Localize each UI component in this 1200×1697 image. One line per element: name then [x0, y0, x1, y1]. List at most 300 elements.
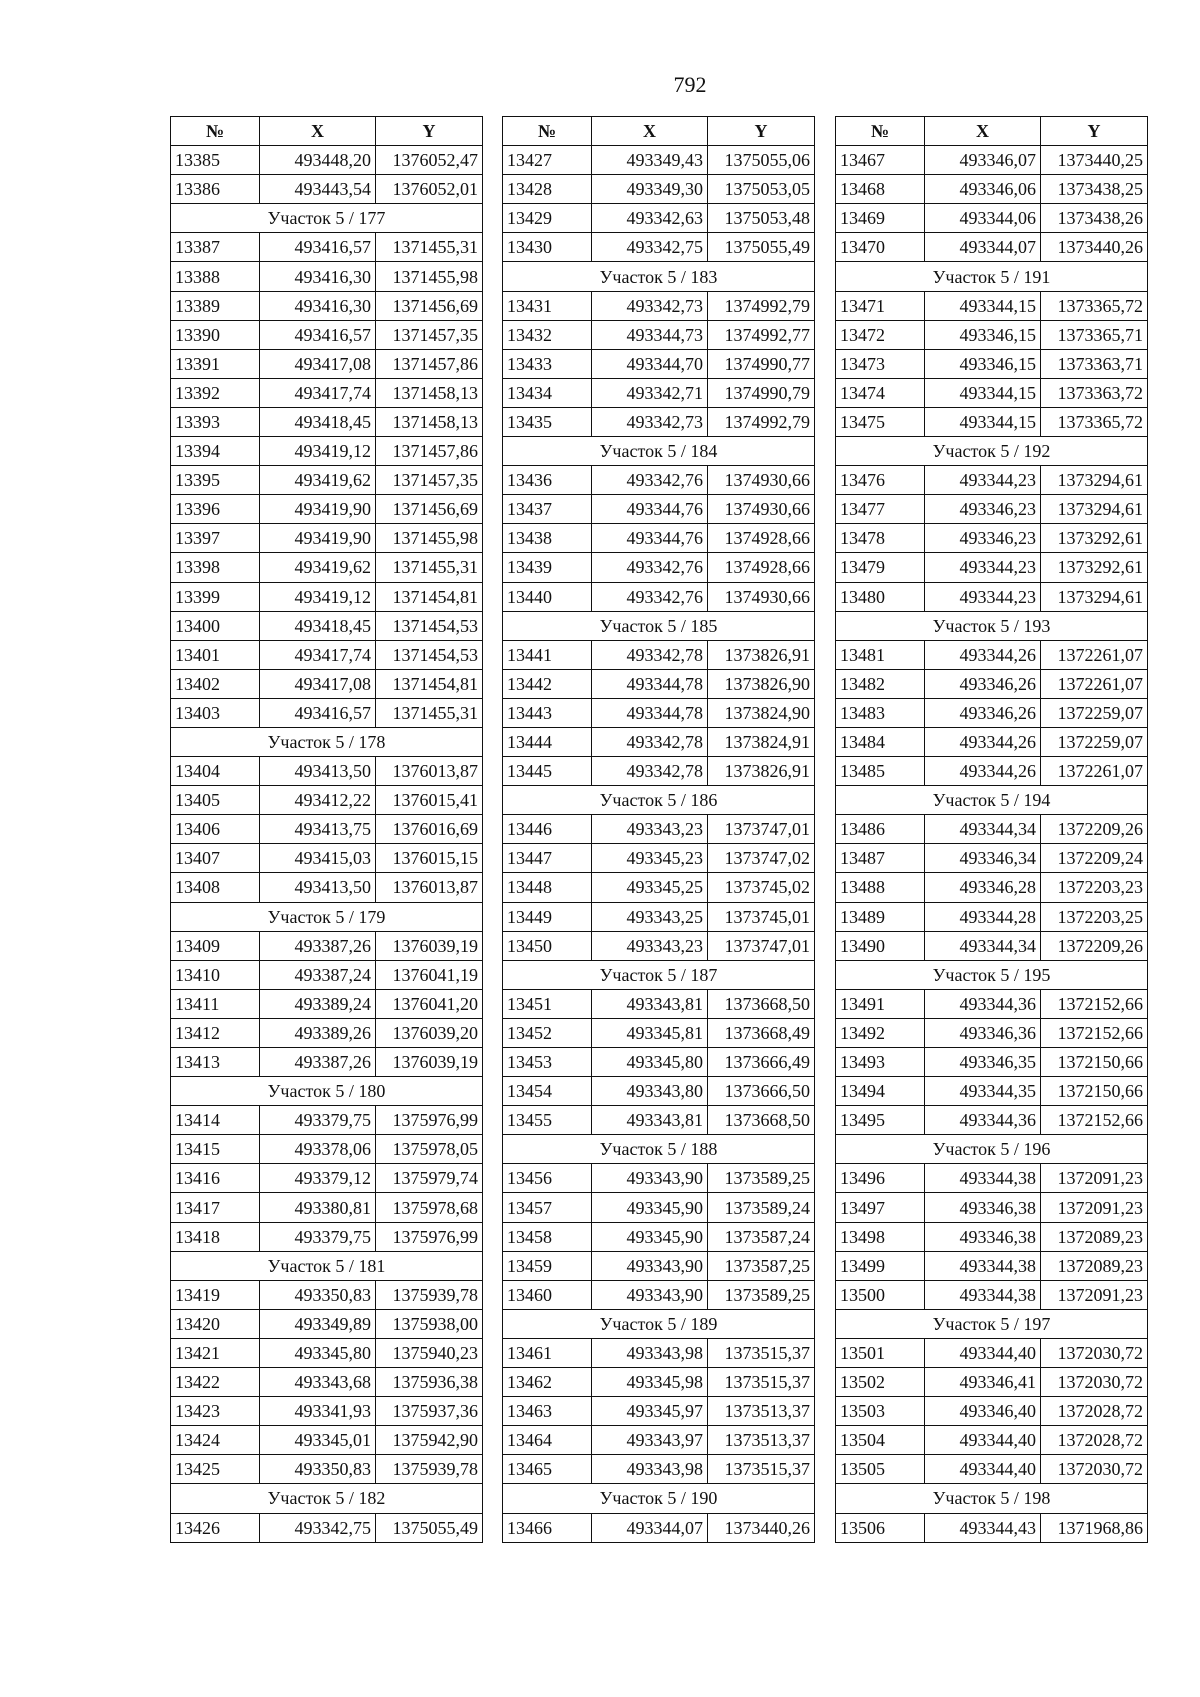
y-coordinate-cell: 1372089,23	[1041, 1222, 1148, 1251]
y-coordinate-cell: 1373826,91	[708, 640, 815, 669]
section-row	[503, 262, 815, 291]
header-x: X	[925, 117, 1041, 146]
point-number-cell: 13438	[503, 524, 592, 553]
y-coordinate-cell: 1374992,77	[708, 320, 815, 349]
table-row	[503, 204, 815, 233]
point-number-cell: 13427	[503, 146, 592, 175]
section-title: Участок 5 / 183	[503, 262, 815, 291]
y-coordinate-cell: 1374930,66	[708, 582, 815, 611]
table-row	[171, 1048, 483, 1077]
x-coordinate-cell: 493344,76	[592, 524, 708, 553]
table-row	[836, 204, 1148, 233]
y-coordinate-cell: 1375979,74	[376, 1164, 483, 1193]
table-row	[503, 1368, 815, 1397]
x-coordinate-cell: 493379,12	[260, 1164, 376, 1193]
table-row	[503, 146, 815, 175]
x-coordinate-cell: 493344,73	[592, 320, 708, 349]
x-coordinate-cell: 493350,83	[260, 1455, 376, 1484]
x-coordinate-cell: 493448,20	[260, 146, 376, 175]
x-coordinate-cell: 493346,28	[925, 873, 1041, 902]
x-coordinate-cell: 493342,71	[592, 378, 708, 407]
point-number-cell: 13469	[836, 204, 925, 233]
table-row	[836, 1251, 1148, 1280]
y-coordinate-cell: 1375939,78	[376, 1455, 483, 1484]
table-row	[836, 1455, 1148, 1484]
point-number-cell: 13437	[503, 495, 592, 524]
y-coordinate-cell: 1373438,25	[1041, 175, 1148, 204]
table-row	[171, 1222, 483, 1251]
table-row	[503, 1397, 815, 1426]
point-number-cell: 13447	[503, 844, 592, 873]
x-coordinate-cell: 493345,90	[592, 1222, 708, 1251]
y-coordinate-cell: 1373440,26	[708, 1513, 815, 1542]
y-coordinate-cell: 1373666,49	[708, 1048, 815, 1077]
point-number-cell: 13442	[503, 669, 592, 698]
table-row	[836, 582, 1148, 611]
x-coordinate-cell: 493344,38	[925, 1280, 1041, 1309]
y-coordinate-cell: 1375053,05	[708, 175, 815, 204]
table-row	[171, 640, 483, 669]
table-row	[171, 495, 483, 524]
x-coordinate-cell: 493345,25	[592, 873, 708, 902]
point-number-cell: 13463	[503, 1397, 592, 1426]
x-coordinate-cell: 493342,76	[592, 553, 708, 582]
header-row	[171, 117, 483, 146]
section-row	[171, 727, 483, 756]
x-coordinate-cell: 493345,81	[592, 1018, 708, 1047]
table-row	[836, 1426, 1148, 1455]
point-number-cell: 13426	[171, 1513, 260, 1542]
y-coordinate-cell: 1372209,24	[1041, 844, 1148, 873]
x-coordinate-cell: 493344,06	[925, 204, 1041, 233]
y-coordinate-cell: 1376039,20	[376, 1018, 483, 1047]
y-coordinate-cell: 1371457,35	[376, 466, 483, 495]
table-row	[503, 1222, 815, 1251]
point-number-cell: 13392	[171, 378, 260, 407]
x-coordinate-cell: 493346,15	[925, 320, 1041, 349]
table-row	[836, 407, 1148, 436]
table-row	[836, 669, 1148, 698]
y-coordinate-cell: 1373668,50	[708, 989, 815, 1018]
table-row	[836, 291, 1148, 320]
x-coordinate-cell: 493343,90	[592, 1280, 708, 1309]
point-number-cell: 13468	[836, 175, 925, 204]
point-number-cell: 13499	[836, 1251, 925, 1280]
point-number-cell: 13480	[836, 582, 925, 611]
y-coordinate-cell: 1371457,86	[376, 437, 483, 466]
x-coordinate-cell: 493349,43	[592, 146, 708, 175]
y-coordinate-cell: 1371456,69	[376, 291, 483, 320]
point-number-cell: 13397	[171, 524, 260, 553]
point-number-cell: 13398	[171, 553, 260, 582]
x-coordinate-cell: 493345,23	[592, 844, 708, 873]
point-number-cell: 13391	[171, 349, 260, 378]
y-coordinate-cell: 1371455,31	[376, 233, 483, 262]
x-coordinate-cell: 493350,83	[260, 1280, 376, 1309]
y-coordinate-cell: 1375937,36	[376, 1397, 483, 1426]
x-coordinate-cell: 493346,23	[925, 495, 1041, 524]
section-title: Участок 5 / 180	[171, 1077, 483, 1106]
x-coordinate-cell: 493344,78	[592, 669, 708, 698]
x-coordinate-cell: 493344,76	[592, 495, 708, 524]
x-coordinate-cell: 493344,23	[925, 466, 1041, 495]
x-coordinate-cell: 493342,75	[592, 233, 708, 262]
table-row	[171, 757, 483, 786]
y-coordinate-cell: 1372261,07	[1041, 757, 1148, 786]
point-number-cell: 13433	[503, 349, 592, 378]
point-number-cell: 13498	[836, 1222, 925, 1251]
x-coordinate-cell: 493344,40	[925, 1426, 1041, 1455]
table-row	[171, 989, 483, 1018]
point-number-cell: 13419	[171, 1280, 260, 1309]
point-number-cell: 13443	[503, 698, 592, 727]
x-coordinate-cell: 493346,38	[925, 1222, 1041, 1251]
coordinates-table-2	[502, 116, 815, 1543]
y-coordinate-cell: 1373294,61	[1041, 466, 1148, 495]
y-coordinate-cell: 1376015,41	[376, 786, 483, 815]
y-coordinate-cell: 1373587,24	[708, 1222, 815, 1251]
section-row	[836, 262, 1148, 291]
point-number-cell: 13441	[503, 640, 592, 669]
x-coordinate-cell: 493417,08	[260, 669, 376, 698]
table-row	[503, 378, 815, 407]
x-coordinate-cell: 493344,78	[592, 698, 708, 727]
y-coordinate-cell: 1374930,66	[708, 495, 815, 524]
y-coordinate-cell: 1373515,37	[708, 1455, 815, 1484]
y-coordinate-cell: 1373294,61	[1041, 495, 1148, 524]
point-number-cell: 13409	[171, 931, 260, 960]
point-number-cell: 13478	[836, 524, 925, 553]
y-coordinate-cell: 1373515,37	[708, 1338, 815, 1367]
y-coordinate-cell: 1373365,71	[1041, 320, 1148, 349]
y-coordinate-cell: 1372091,23	[1041, 1280, 1148, 1309]
table-row	[503, 1048, 815, 1077]
y-coordinate-cell: 1372152,66	[1041, 989, 1148, 1018]
x-coordinate-cell: 493345,80	[592, 1048, 708, 1077]
point-number-cell: 13496	[836, 1164, 925, 1193]
point-number-cell: 13413	[171, 1048, 260, 1077]
y-coordinate-cell: 1373365,72	[1041, 291, 1148, 320]
table-row	[171, 466, 483, 495]
y-coordinate-cell: 1375942,90	[376, 1426, 483, 1455]
point-number-cell: 13418	[171, 1222, 260, 1251]
table-row	[836, 1106, 1148, 1135]
y-coordinate-cell: 1376013,87	[376, 757, 483, 786]
table-row	[171, 1164, 483, 1193]
table-row	[171, 1309, 483, 1338]
y-coordinate-cell: 1371455,31	[376, 698, 483, 727]
x-coordinate-cell: 493344,26	[925, 640, 1041, 669]
point-number-cell: 13452	[503, 1018, 592, 1047]
section-title: Участок 5 / 181	[171, 1251, 483, 1280]
y-coordinate-cell: 1373587,25	[708, 1251, 815, 1280]
y-coordinate-cell: 1374992,79	[708, 407, 815, 436]
y-coordinate-cell: 1372030,72	[1041, 1368, 1148, 1397]
table-row	[171, 815, 483, 844]
point-number-cell: 13491	[836, 989, 925, 1018]
y-coordinate-cell: 1371454,53	[376, 640, 483, 669]
x-coordinate-cell: 493342,78	[592, 640, 708, 669]
table-row	[503, 1193, 815, 1222]
point-number-cell: 13386	[171, 175, 260, 204]
x-coordinate-cell: 493344,15	[925, 378, 1041, 407]
x-coordinate-cell: 493344,23	[925, 582, 1041, 611]
point-number-cell: 13385	[171, 146, 260, 175]
point-number-cell: 13439	[503, 553, 592, 582]
x-coordinate-cell: 493387,26	[260, 1048, 376, 1077]
point-number-cell: 13428	[503, 175, 592, 204]
x-coordinate-cell: 493346,40	[925, 1397, 1041, 1426]
point-number-cell: 13415	[171, 1135, 260, 1164]
table-row	[503, 524, 815, 553]
table-row	[171, 1018, 483, 1047]
y-coordinate-cell: 1373826,90	[708, 669, 815, 698]
section-row	[836, 437, 1148, 466]
x-coordinate-cell: 493419,62	[260, 466, 376, 495]
point-number-cell: 13414	[171, 1106, 260, 1135]
table-row	[836, 1018, 1148, 1047]
x-coordinate-cell: 493342,78	[592, 727, 708, 756]
section-row	[836, 611, 1148, 640]
y-coordinate-cell: 1371455,31	[376, 553, 483, 582]
table-row	[836, 1397, 1148, 1426]
table-row	[836, 902, 1148, 931]
point-number-cell: 13472	[836, 320, 925, 349]
x-coordinate-cell: 493346,36	[925, 1018, 1041, 1047]
y-coordinate-cell: 1373440,26	[1041, 233, 1148, 262]
point-number-cell: 13424	[171, 1426, 260, 1455]
x-coordinate-cell: 493419,12	[260, 582, 376, 611]
x-coordinate-cell: 493344,15	[925, 291, 1041, 320]
x-coordinate-cell: 493349,30	[592, 175, 708, 204]
table-row	[503, 757, 815, 786]
point-number-cell: 13485	[836, 757, 925, 786]
table-row	[503, 495, 815, 524]
table-row	[836, 1280, 1148, 1309]
point-number-cell: 13455	[503, 1106, 592, 1135]
table-row	[836, 757, 1148, 786]
x-coordinate-cell: 493346,15	[925, 349, 1041, 378]
x-coordinate-cell: 493344,34	[925, 931, 1041, 960]
y-coordinate-cell: 1373824,91	[708, 727, 815, 756]
y-coordinate-cell: 1375055,49	[376, 1513, 483, 1542]
point-number-cell: 13477	[836, 495, 925, 524]
x-coordinate-cell: 493418,45	[260, 611, 376, 640]
y-coordinate-cell: 1373363,71	[1041, 349, 1148, 378]
section-row	[503, 437, 815, 466]
point-number-cell: 13406	[171, 815, 260, 844]
y-coordinate-cell: 1375936,38	[376, 1368, 483, 1397]
header-row	[503, 117, 815, 146]
point-number-cell: 13497	[836, 1193, 925, 1222]
table-row	[503, 553, 815, 582]
table-row	[171, 262, 483, 291]
table-row	[836, 495, 1148, 524]
table-row	[171, 524, 483, 553]
table-row	[171, 1280, 483, 1309]
x-coordinate-cell: 493346,23	[925, 524, 1041, 553]
point-number-cell: 13449	[503, 902, 592, 931]
x-coordinate-cell: 493346,26	[925, 669, 1041, 698]
x-coordinate-cell: 493343,98	[592, 1455, 708, 1484]
y-coordinate-cell: 1373589,25	[708, 1164, 815, 1193]
section-row	[836, 1135, 1148, 1164]
table-row	[171, 1426, 483, 1455]
section-row	[503, 611, 815, 640]
y-coordinate-cell: 1375976,99	[376, 1106, 483, 1135]
point-number-cell: 13387	[171, 233, 260, 262]
y-coordinate-cell: 1373668,49	[708, 1018, 815, 1047]
y-coordinate-cell: 1374930,66	[708, 466, 815, 495]
point-number-cell: 13501	[836, 1338, 925, 1367]
x-coordinate-cell: 493341,93	[260, 1397, 376, 1426]
table-row	[171, 320, 483, 349]
table-row	[171, 1397, 483, 1426]
table-row	[171, 1106, 483, 1135]
y-coordinate-cell: 1372261,07	[1041, 669, 1148, 698]
x-coordinate-cell: 493343,90	[592, 1164, 708, 1193]
table-row	[503, 291, 815, 320]
point-number-cell: 13436	[503, 466, 592, 495]
table-row	[503, 640, 815, 669]
point-number-cell: 13484	[836, 727, 925, 756]
point-number-cell: 13429	[503, 204, 592, 233]
y-coordinate-cell: 1372203,25	[1041, 902, 1148, 931]
section-row	[836, 1309, 1148, 1338]
y-coordinate-cell: 1371458,13	[376, 407, 483, 436]
x-coordinate-cell: 493344,70	[592, 349, 708, 378]
point-number-cell: 13434	[503, 378, 592, 407]
x-coordinate-cell: 493346,41	[925, 1368, 1041, 1397]
point-number-cell: 13430	[503, 233, 592, 262]
x-coordinate-cell: 493389,24	[260, 989, 376, 1018]
point-number-cell: 13412	[171, 1018, 260, 1047]
point-number-cell: 13396	[171, 495, 260, 524]
x-coordinate-cell: 493389,26	[260, 1018, 376, 1047]
x-coordinate-cell: 493349,89	[260, 1309, 376, 1338]
y-coordinate-cell: 1376016,69	[376, 815, 483, 844]
table-row	[503, 407, 815, 436]
x-coordinate-cell: 493346,07	[925, 146, 1041, 175]
y-coordinate-cell: 1376015,15	[376, 844, 483, 873]
header-num: №	[836, 117, 925, 146]
x-coordinate-cell: 493412,22	[260, 786, 376, 815]
y-coordinate-cell: 1373745,02	[708, 873, 815, 902]
y-coordinate-cell: 1372150,66	[1041, 1077, 1148, 1106]
point-number-cell: 13401	[171, 640, 260, 669]
point-number-cell: 13402	[171, 669, 260, 698]
section-row	[171, 1484, 483, 1513]
x-coordinate-cell: 493346,38	[925, 1193, 1041, 1222]
y-coordinate-cell: 1372152,66	[1041, 1018, 1148, 1047]
x-coordinate-cell: 493344,38	[925, 1251, 1041, 1280]
y-coordinate-cell: 1376013,87	[376, 873, 483, 902]
table-row	[836, 640, 1148, 669]
y-coordinate-cell: 1374928,66	[708, 553, 815, 582]
y-coordinate-cell: 1371458,13	[376, 378, 483, 407]
table-row	[503, 698, 815, 727]
x-coordinate-cell: 493344,26	[925, 727, 1041, 756]
section-title: Участок 5 / 185	[503, 611, 815, 640]
point-number-cell: 13394	[171, 437, 260, 466]
x-coordinate-cell: 493416,57	[260, 698, 376, 727]
table-row	[836, 815, 1148, 844]
y-coordinate-cell: 1373365,72	[1041, 407, 1148, 436]
section-title: Участок 5 / 179	[171, 902, 483, 931]
y-coordinate-cell: 1372030,72	[1041, 1338, 1148, 1367]
table-row	[503, 1251, 815, 1280]
point-number-cell: 13500	[836, 1280, 925, 1309]
x-coordinate-cell: 493443,54	[260, 175, 376, 204]
point-number-cell: 13390	[171, 320, 260, 349]
point-number-cell: 13506	[836, 1513, 925, 1542]
section-title: Участок 5 / 178	[171, 727, 483, 756]
section-title: Участок 5 / 182	[171, 1484, 483, 1513]
y-coordinate-cell: 1372089,23	[1041, 1251, 1148, 1280]
y-coordinate-cell: 1373666,50	[708, 1077, 815, 1106]
section-title: Участок 5 / 190	[503, 1484, 815, 1513]
header-num: №	[503, 117, 592, 146]
x-coordinate-cell: 493343,81	[592, 1106, 708, 1135]
point-number-cell: 13502	[836, 1368, 925, 1397]
point-number-cell: 13388	[171, 262, 260, 291]
y-coordinate-cell: 1374992,79	[708, 291, 815, 320]
y-coordinate-cell: 1376052,47	[376, 146, 483, 175]
x-coordinate-cell: 493343,90	[592, 1251, 708, 1280]
x-coordinate-cell: 493419,90	[260, 524, 376, 553]
x-coordinate-cell: 493344,07	[592, 1513, 708, 1542]
table-row	[171, 378, 483, 407]
table-row	[171, 175, 483, 204]
point-number-cell: 13445	[503, 757, 592, 786]
point-number-cell: 13492	[836, 1018, 925, 1047]
x-coordinate-cell: 493343,68	[260, 1368, 376, 1397]
point-number-cell: 13448	[503, 873, 592, 902]
point-number-cell: 13493	[836, 1048, 925, 1077]
x-coordinate-cell: 493344,07	[925, 233, 1041, 262]
table-row	[836, 1193, 1148, 1222]
table-row	[503, 902, 815, 931]
point-number-cell: 13473	[836, 349, 925, 378]
point-number-cell: 13460	[503, 1280, 592, 1309]
table-row	[836, 466, 1148, 495]
point-number-cell: 13454	[503, 1077, 592, 1106]
table-row	[171, 611, 483, 640]
y-coordinate-cell: 1372203,23	[1041, 873, 1148, 902]
section-title: Участок 5 / 194	[836, 786, 1148, 815]
table-row	[503, 175, 815, 204]
x-coordinate-cell: 493344,23	[925, 553, 1041, 582]
x-coordinate-cell: 493345,01	[260, 1426, 376, 1455]
y-coordinate-cell: 1372261,07	[1041, 640, 1148, 669]
point-number-cell: 13423	[171, 1397, 260, 1426]
table-row	[836, 1164, 1148, 1193]
coordinates-table-3	[835, 116, 1148, 1543]
section-row	[503, 786, 815, 815]
x-coordinate-cell: 493343,98	[592, 1338, 708, 1367]
y-coordinate-cell: 1372028,72	[1041, 1397, 1148, 1426]
x-coordinate-cell: 493344,38	[925, 1164, 1041, 1193]
table-row	[836, 553, 1148, 582]
header-y: Y	[1041, 117, 1148, 146]
point-number-cell: 13466	[503, 1513, 592, 1542]
point-number-cell: 13459	[503, 1251, 592, 1280]
point-number-cell: 13425	[171, 1455, 260, 1484]
section-title: Участок 5 / 192	[836, 437, 1148, 466]
y-coordinate-cell: 1372209,26	[1041, 815, 1148, 844]
table-row	[171, 146, 483, 175]
table-row	[171, 582, 483, 611]
